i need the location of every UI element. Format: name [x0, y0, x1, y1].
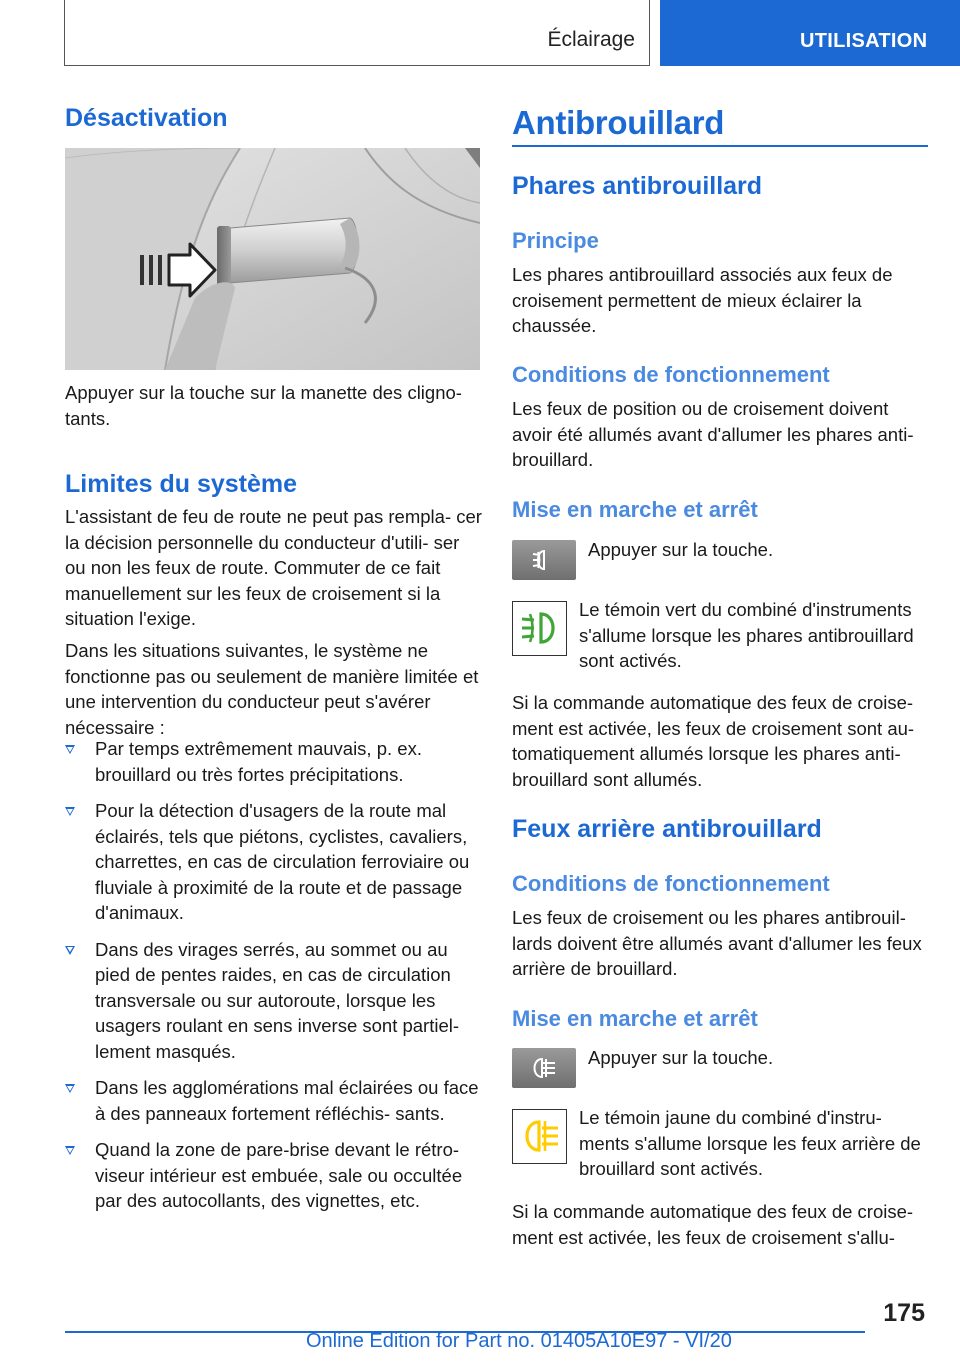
- rear-fog-heading: Feux arrière antibrouillard: [512, 815, 822, 843]
- limits-paragraph-1: L'assistant de feu de route ne peut pas rempla‐ cer la décision personnelle du conducteur d'utili‐ ser ou non les feux de route. Commuter de ce fait manuellement sur les feux de croisement si la situation l'exige.: [65, 506, 482, 629]
- yellow-rear-fog-symbol: [513, 1110, 565, 1162]
- rear-press-key-text: Appuyer sur la touche.: [588, 1047, 774, 1068]
- rear-conditions-heading: Conditions de fonctionnement: [512, 871, 830, 896]
- list-item-text: Par temps extrêmement mauvais, p. ex. brouillard ou très fortes précipitations.: [95, 738, 422, 785]
- switch-on-off-heading: Mise en marche et arrêt: [512, 497, 758, 522]
- press-key-text: Appuyer sur la touche.: [588, 539, 774, 560]
- principle-heading: Principe: [512, 228, 599, 253]
- list-item: [65, 1137, 485, 1214]
- rear-auto-low-beam-text: Si la commande automatique des feux de croise‐ ment est activée, les feux de croisement s'allu‐: [512, 1201, 914, 1248]
- chapter-tab: [660, 0, 960, 66]
- turn-signal-stalk-photo: [65, 148, 480, 370]
- principle-text: Les phares antibrouillard associés aux feux de croisement permettent de mieux éclairer la chaussée.: [512, 264, 893, 336]
- rear-conditions-text: Les feux de croisement ou les phares antibrouil‐ lards doivent être allumés avant d'allumer les feux arrière de brouillard.: [512, 907, 922, 979]
- rear-fog-indicator-icon: [512, 1109, 567, 1164]
- conditions-heading: Conditions de fonctionnement: [512, 362, 830, 387]
- photo-caption: Appuyer sur la touche sur la manette des cligno‐ tants.: [65, 382, 462, 429]
- bullet-triangle-icon: [65, 1084, 75, 1093]
- green-fog-lamp-symbol: [513, 602, 565, 654]
- limits-paragraph-2: Dans les situations suivantes, le système ne fonctionne pas ou seulement de manière limitée et une intervention du conducteur peut s'avérer nécessaire :: [65, 640, 479, 738]
- section-name: Éclairage: [547, 28, 635, 51]
- rear-fog-symbol: [512, 1048, 576, 1088]
- front-fog-key-icon: [512, 540, 576, 580]
- list-item-text: Quand la zone de pare-brise devant le rétro‐ viseur intérieur est embuée, sale ou occultée par des autocollants, des vignettes, etc.: [95, 1139, 463, 1211]
- limits-bullet-list: [65, 736, 485, 1225]
- bullet-triangle-icon: [65, 946, 75, 955]
- edition-footer: Online Edition for Part no. 01405A10E97 - VI/20: [306, 1330, 732, 1352]
- front-fog-indicator-icon: [512, 601, 567, 656]
- conditions-text: Les feux de position ou de croisement doivent avoir été allumés avant d'allumer les phares anti‐ brouillard.: [512, 398, 914, 470]
- fog-lights-title: Antibrouillard: [512, 104, 725, 141]
- front-fog-heading: Phares antibrouillard: [512, 172, 763, 200]
- system-limits-heading: Limites du système: [65, 470, 298, 498]
- auto-low-beam-text: Si la commande automatique des feux de croise‐ ment est activée, les feux de croisement sont au‐ tomatiquement allumés lorsque les phares anti‐ brouillard sont allumés.: [512, 692, 915, 790]
- chapter-tab-label: UTILISATION: [800, 30, 928, 52]
- list-item: [65, 736, 485, 787]
- yellow-indicator-text: Le témoin jaune du combiné d'instru‐ ments s'allume lorsque les feux arrière de brouillard sont activés.: [579, 1107, 921, 1179]
- list-item-text: Pour la détection d'usagers de la route mal éclairés, tels que piétons, cyclistes, cavaliers, charrettes, en cas de circulation ferroviaire ou fluviale à proximité de la route et de passage d'animaux.: [95, 800, 470, 923]
- header-frame: [64, 0, 650, 66]
- rear-switch-on-off-heading: Mise en marche et arrêt: [512, 1006, 758, 1031]
- green-indicator-text: Le témoin vert du combiné d'instruments s'allume lorsque les phares antibrouillard sont activés.: [579, 599, 914, 671]
- bullet-triangle-icon: [65, 745, 75, 754]
- page-number: 175: [883, 1299, 925, 1327]
- list-item-text: Dans des virages serrés, au sommet ou au pied de pentes raides, en cas de circulation transversale ou sur autoroute, lorsque les usagers roulant en sens inverse sont partiel‐ lement masqués.: [95, 938, 460, 1062]
- list-item: [65, 937, 485, 1065]
- list-item: [65, 798, 485, 926]
- deactivation-heading: Désactivation: [65, 104, 228, 132]
- title-rule: [512, 145, 928, 147]
- front-fog-symbol: [512, 540, 576, 580]
- list-item: [65, 1075, 485, 1126]
- list-item-text: Dans les agglomérations mal éclairées ou face à des panneaux fortement réfléchis‐ sants.: [95, 1077, 479, 1124]
- bullet-triangle-icon: [65, 807, 75, 816]
- rear-fog-key-icon: [512, 1048, 576, 1088]
- turn-signal-stalk-illustration: [65, 148, 480, 370]
- bullet-triangle-icon: [65, 1146, 75, 1155]
